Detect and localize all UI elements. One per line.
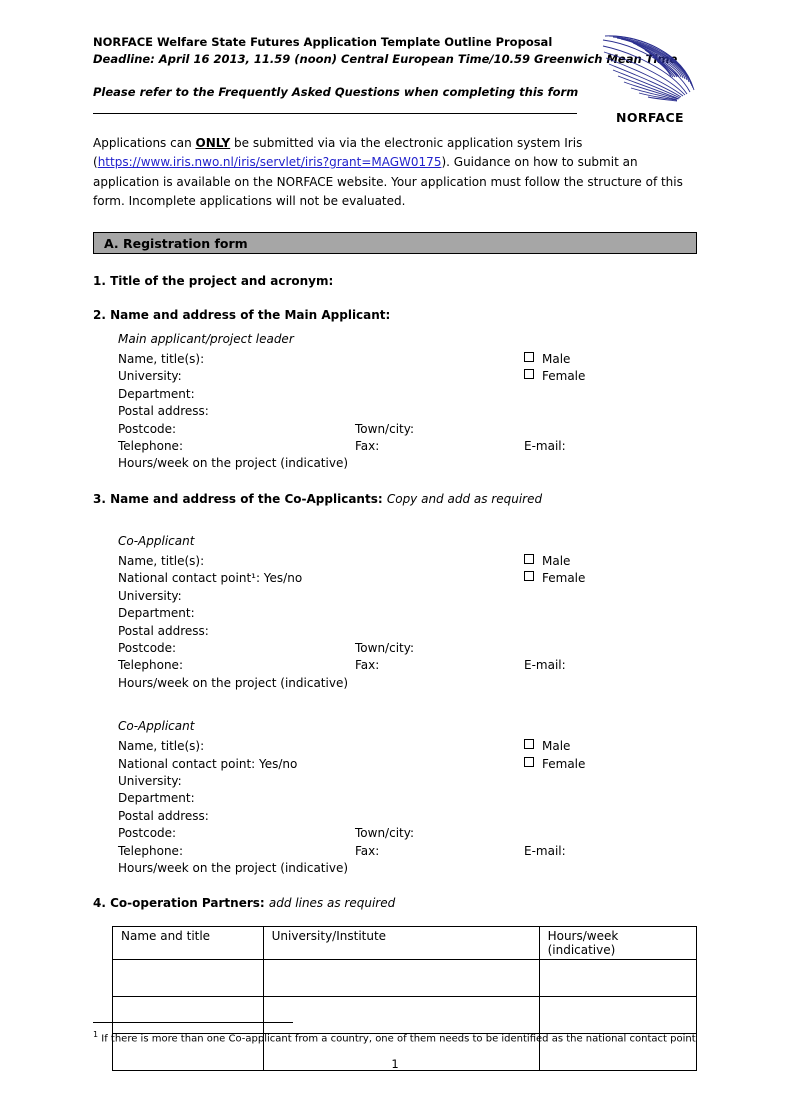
checkbox-icon[interactable] <box>524 352 534 362</box>
form-row <box>118 454 697 471</box>
form-row <box>118 772 697 789</box>
form-row <box>118 842 697 859</box>
form-row <box>118 807 697 824</box>
field-label: Hours/week on the project (indicative) <box>118 675 349 690</box>
field-label: E-mail: <box>524 843 566 858</box>
question-3-label: 3. Name and address of the Co-Applicants: <box>93 491 383 506</box>
field-label: Name, title(s): <box>118 739 205 754</box>
footnote-area <box>93 1022 697 1046</box>
field-label: University: <box>118 588 182 603</box>
question-4-note: add lines as required <box>268 896 396 911</box>
form-row <box>118 789 697 806</box>
form-row <box>118 622 697 639</box>
page-title: NORFACE Welfare State Futures Application Template Outline Proposal <box>93 35 553 49</box>
footnote-text <box>93 1029 697 1046</box>
question-2-main-applicant: 2. Name and address of the Main Applicant: <box>93 307 391 322</box>
field-label: E-mail: <box>524 658 566 673</box>
field-label: Hours/week on the project (indicative) <box>118 456 349 471</box>
table-cell-hours[interactable] <box>539 960 696 997</box>
form-row <box>118 674 697 691</box>
form-row <box>118 656 697 673</box>
checkbox-label: Female <box>542 571 586 586</box>
page-number: 1 <box>391 1057 399 1071</box>
main-applicant-heading: Main applicant/project leader <box>118 331 294 346</box>
field-label: Telephone: <box>118 658 183 673</box>
field-label: Telephone: <box>118 438 183 453</box>
field-label: Postcode: <box>118 421 177 436</box>
field-label: Name, title(s): <box>118 351 205 366</box>
norface-logo-wordmark: NORFACE <box>615 110 684 125</box>
field-label: National contact point: Yes/no <box>118 756 298 771</box>
header-divider <box>93 113 577 114</box>
main-applicant-block <box>118 330 697 472</box>
intro-text-1: Applications can <box>93 136 196 150</box>
field-label: Postal address: <box>118 808 209 823</box>
column-header-name-title: Name and title <box>113 927 264 960</box>
field-label: Telephone: <box>118 843 183 858</box>
field-label: Department: <box>118 386 195 401</box>
document-content <box>93 34 697 1071</box>
form-row <box>118 420 697 437</box>
checkbox-label: Female <box>542 369 586 384</box>
field-label: Postal address: <box>118 623 209 638</box>
checkbox-label: Male <box>542 739 571 754</box>
checkbox-label: Male <box>542 553 571 568</box>
table-cell-name[interactable] <box>113 960 264 997</box>
norface-logo <box>595 30 705 125</box>
gender-male-option[interactable] <box>524 552 570 570</box>
norface-logo-icon <box>597 30 703 104</box>
column-header-hours-week: Hours/week (indicative) <box>539 927 696 960</box>
intro-text-2: be submitted via via the electronic application system Iris ( <box>93 136 583 170</box>
field-label: University: <box>118 774 182 789</box>
gender-female-option[interactable] <box>524 367 585 385</box>
field-label: University: <box>118 369 182 384</box>
field-label: Department: <box>118 606 195 621</box>
faq-note: Please refer to the Frequently Asked Questions when completing this form <box>93 85 579 100</box>
gender-female-option[interactable] <box>524 755 585 773</box>
intro-only-emphasis: ONLY <box>195 136 231 150</box>
co-applicant-2-heading: Co-Applicant <box>118 719 195 734</box>
footnote-marker: 1 <box>93 1030 99 1039</box>
field-label: E-mail: <box>524 438 566 453</box>
footnote-body: If there is more than one Co-applicant from a country, one of them needs to be identified as the national contact point <box>98 1033 696 1045</box>
form-row <box>118 737 697 754</box>
table-header-row <box>113 927 697 960</box>
question-4-label: 4. Co-operation Partners: <box>93 896 265 911</box>
field-label: Town/city: <box>355 640 415 655</box>
form-row <box>118 604 697 621</box>
form-row <box>118 437 697 454</box>
field-label: Fax: <box>355 438 380 453</box>
column-header-university-institute: University/Institute <box>263 927 539 960</box>
deadline-line: Deadline: April 16 2013, 11.59 (noon) Central European Time/10.59 Greenwich Mean Time <box>93 51 678 66</box>
field-label: Postal address: <box>118 404 209 419</box>
field-label: Hours/week on the project (indicative) <box>118 861 349 876</box>
question-3-co-applicants <box>93 492 697 506</box>
checkbox-label: Female <box>542 756 586 771</box>
form-row <box>118 367 697 384</box>
form-row <box>118 824 697 841</box>
field-label: Fax: <box>355 658 380 673</box>
field-label: Name, title(s): <box>118 553 205 568</box>
form-row <box>118 569 697 586</box>
field-label: Fax: <box>355 843 380 858</box>
field-label: National contact point¹: Yes/no <box>118 571 303 586</box>
form-row <box>118 402 697 419</box>
table-row <box>113 960 697 997</box>
checkbox-icon[interactable] <box>524 571 534 581</box>
intro-paragraph <box>93 134 697 212</box>
co-applicant-1-heading: Co-Applicant <box>118 533 195 548</box>
co-applicant-2-block <box>118 699 697 876</box>
footnote-divider <box>93 1022 293 1023</box>
form-row <box>118 639 697 656</box>
form-row <box>118 385 697 402</box>
form-row <box>118 552 697 569</box>
section-heading-registration-form: A. Registration form <box>93 232 697 254</box>
field-label: Department: <box>118 791 195 806</box>
checkbox-icon[interactable] <box>524 739 534 749</box>
intro-text-3: ). Guidance on how to submit an application is available on the NORFACE website. Your application must follow the structure of this form. Incomplete applications will not be evaluated. <box>93 155 683 209</box>
field-label: Town/city: <box>355 826 415 841</box>
form-row <box>118 350 697 367</box>
form-row <box>118 587 697 604</box>
document-header <box>93 34 697 125</box>
table-cell-university[interactable] <box>263 960 539 997</box>
co-applicant-1-block <box>118 514 697 691</box>
gender-female-option[interactable] <box>524 569 585 587</box>
form-row <box>118 755 697 772</box>
iris-application-link[interactable]: https://www.iris.nwo.nl/iris/servlet/iris?grant=MAGW0175 <box>97 155 442 170</box>
checkbox-icon[interactable] <box>524 369 534 379</box>
checkbox-icon[interactable] <box>524 554 534 564</box>
checkbox-label: Male <box>542 351 571 366</box>
form-row <box>118 859 697 876</box>
cooperation-partners-table <box>112 926 697 1071</box>
gender-male-option[interactable] <box>524 350 570 368</box>
field-label: Postcode: <box>118 640 177 655</box>
checkbox-icon[interactable] <box>524 757 534 767</box>
gender-male-option[interactable] <box>524 737 570 755</box>
field-label: Town/city: <box>355 421 415 436</box>
question-4-cooperation-partners <box>93 896 697 910</box>
question-3-note: Copy and add as required <box>386 491 543 506</box>
question-1-title: 1. Title of the project and acronym: <box>93 273 334 288</box>
field-label: Postcode: <box>118 826 177 841</box>
